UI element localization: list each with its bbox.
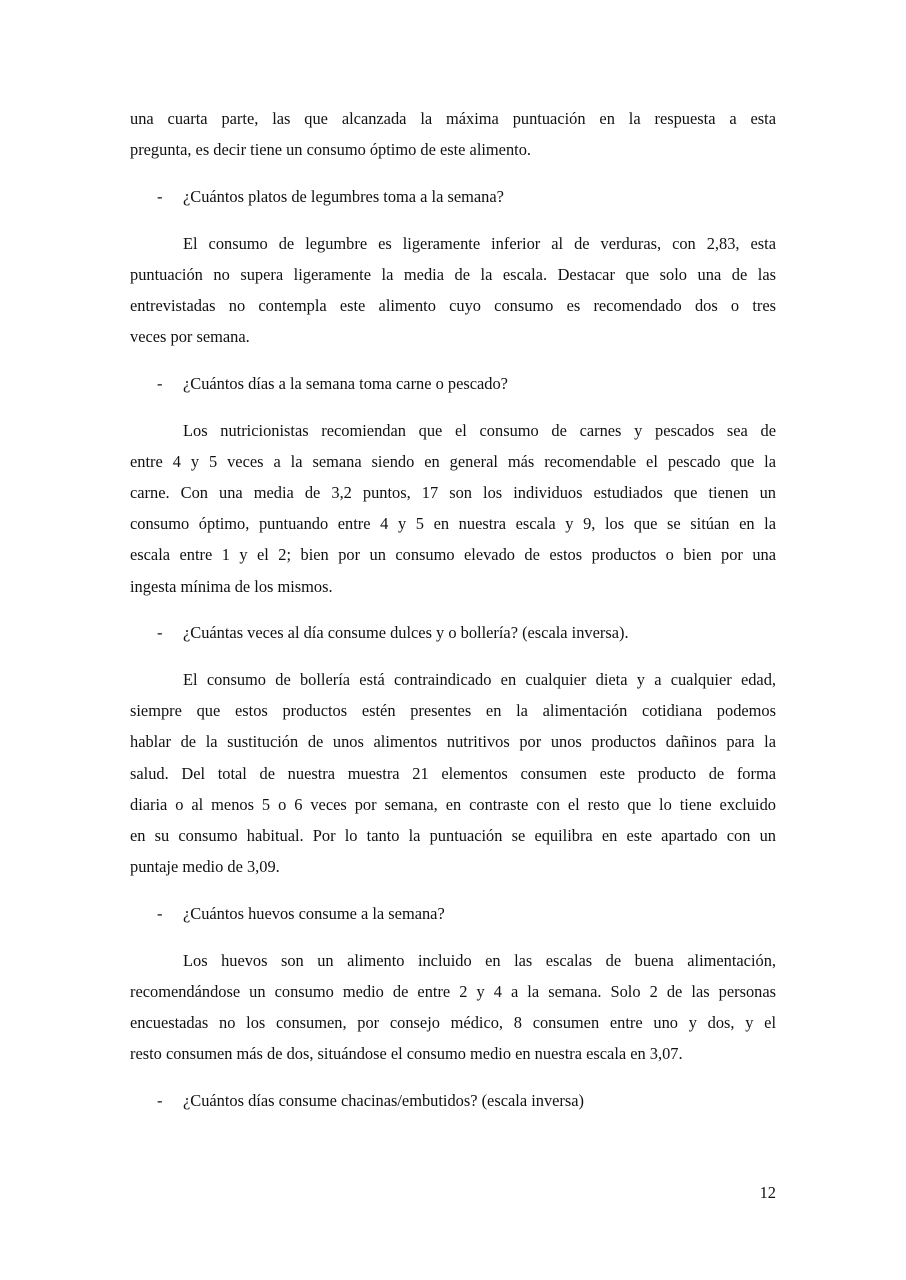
paragraph-line: Los nutricionistas recomiendan que el consumo de carnes y pescados sea de	[183, 420, 776, 440]
question-text: ¿Cuántas veces al día consume dulces y o bollería? (escala inversa).	[183, 623, 629, 643]
paragraph	[130, 103, 776, 165]
paragraph-line: Los huevos son un alimento incluido en las escalas de buena alimentación,	[183, 950, 776, 970]
paragraph-line: salud. Del total de nuestra muestra 21 elementos consumen este producto de forma	[130, 763, 776, 783]
paragraph-line: entrevistadas no contempla este alimento cuyo consumo es recomendado dos o tres	[130, 296, 776, 316]
question-text: ¿Cuántos días a la semana toma carne o pescado?	[183, 373, 508, 393]
paragraph-line: El consumo de legumbre es ligeramente inferior al de verduras, con 2,83, esta	[183, 233, 776, 253]
paragraph-line: pregunta, es decir tiene un consumo óptimo de este alimento.	[130, 140, 532, 160]
question-bullet	[130, 368, 776, 399]
paragraph-line: en su consumo habitual. Por lo tanto la puntuación se equilibra en este apartado con un	[130, 826, 776, 846]
document-body	[130, 103, 776, 1132]
paragraph-line: escala entre 1 y el 2; bien por un consumo elevado de estos productos o bien por una	[130, 545, 776, 565]
paragraph-line: diaria o al menos 5 o 6 veces por semana, en contraste con el resto que lo tiene excluido	[130, 794, 776, 814]
paragraph	[130, 945, 776, 1070]
paragraph-line: una cuarta parte, las que alcanzada la máxima puntuación en la respuesta a esta	[130, 109, 776, 128]
paragraph	[130, 228, 776, 353]
paragraph-line: recomendándose un consumo medio de entre 2 y 4 a la semana. Solo 2 de las personas	[130, 981, 776, 1001]
paragraph	[130, 415, 776, 602]
bullet-dash: -	[157, 623, 163, 643]
question-bullet	[130, 617, 776, 648]
bullet-dash: -	[157, 186, 163, 206]
paragraph-line: carne. Con una media de 3,2 puntos, 17 son los individuos estudiados que tienen un	[130, 483, 776, 503]
paragraph-line: ingesta mínima de los mismos.	[130, 576, 333, 596]
paragraph-line: resto consumen más de dos, situándose el consumo medio en nuestra escala en 3,07.	[130, 1044, 683, 1064]
paragraph-line: hablar de la sustitución de unos alimentos nutritivos por unos productos dañinos para la	[130, 732, 776, 752]
question-text: ¿Cuántos huevos consume a la semana?	[183, 903, 445, 923]
paragraph-line: El consumo de bollería está contraindicado en cualquier dieta y a cualquier edad,	[183, 670, 776, 690]
bullet-dash: -	[157, 903, 163, 923]
paragraph-line: consumo óptimo, puntuando entre 4 y 5 en nuestra escala y 9, los que se sitúan en la	[130, 514, 776, 534]
question-text: ¿Cuántos días consume chacinas/embutidos? (escala inversa)	[183, 1090, 584, 1110]
paragraph-line: entre 4 y 5 veces a la semana siendo en general más recomendable el pescado que la	[130, 451, 776, 471]
question-bullet	[130, 181, 776, 212]
question-text: ¿Cuántos platos de legumbres toma a la semana?	[183, 186, 504, 206]
page-number: 12	[759, 1183, 776, 1202]
bullet-dash: -	[157, 1090, 163, 1110]
paragraph-line: siempre que estos productos estén presentes en la alimentación cotidiana podemos	[130, 701, 776, 721]
paragraph-line: encuestadas no los consumen, por consejo médico, 8 consumen entre uno y dos, y el	[130, 1013, 776, 1033]
bullet-dash: -	[157, 373, 163, 393]
question-bullet	[130, 898, 776, 929]
paragraph-line: veces por semana.	[130, 327, 250, 347]
paragraph-line: puntuación no supera ligeramente la media de la escala. Destacar que solo una de las	[130, 264, 776, 284]
paragraph	[130, 664, 776, 882]
question-bullet	[130, 1085, 776, 1116]
paragraph-line: puntaje medio de 3,09.	[130, 857, 280, 877]
